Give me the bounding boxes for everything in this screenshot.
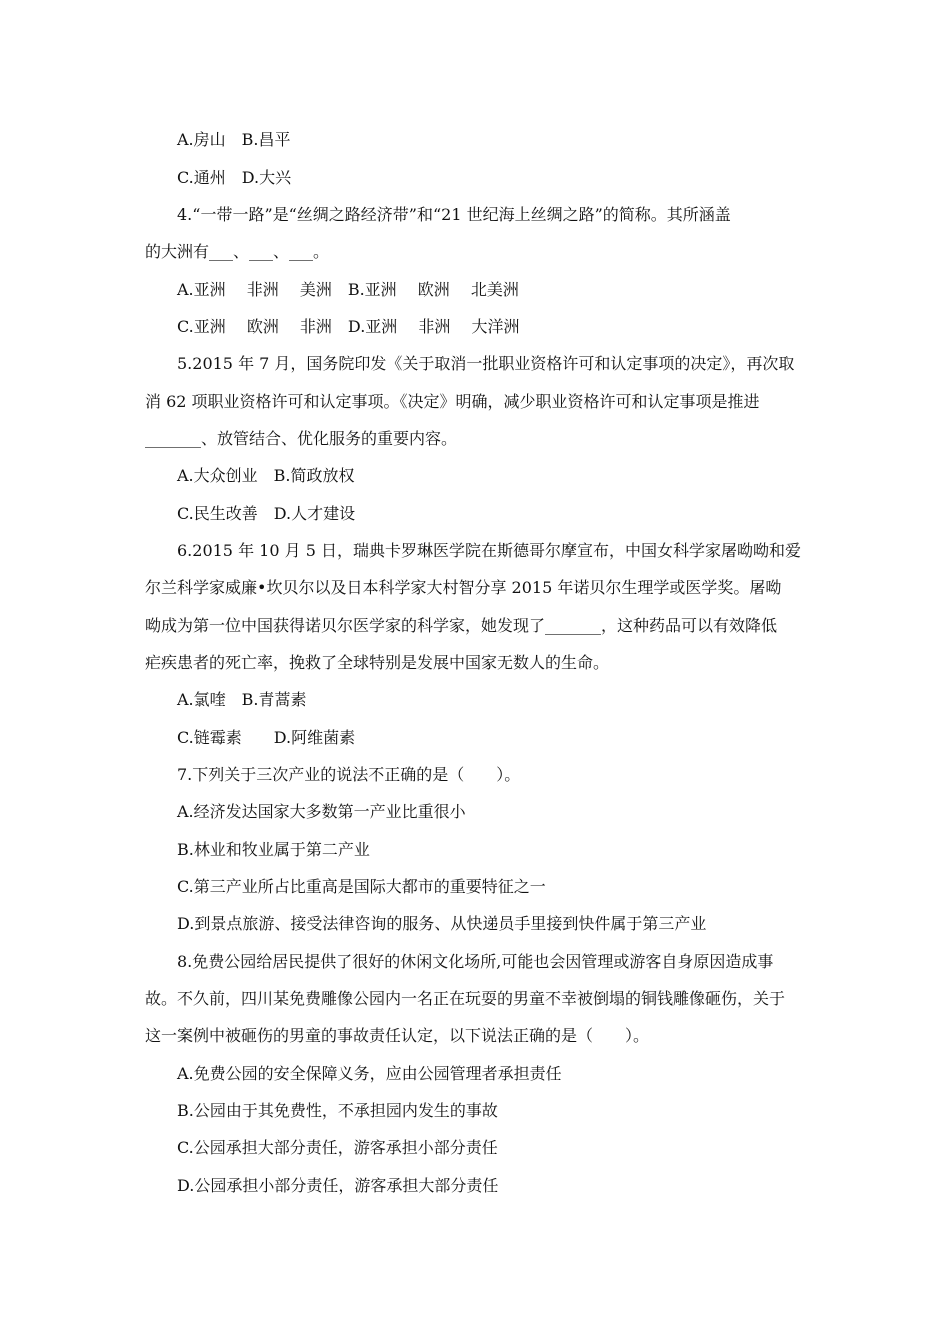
q5-text-line-2: 消 62 项职业资格许可和认定事项。《决定》明确，减少职业资格许可和认定事项是推进: [145, 392, 760, 411]
q4-options-ab: A.亚洲 非洲 美洲 B.亚洲 欧洲 北美洲: [177, 280, 519, 299]
q4-options-cd: C.亚洲 欧洲 非洲 D.亚洲 非洲 大洋洲: [177, 317, 520, 336]
q6-text-line-4: 疟疾患者的死亡率，挽救了全球特别是发展中国家无数人的生命。: [145, 653, 610, 672]
q5-text-line-1: 5.2015 年 7 月，国务院印发《关于取消一批职业资格许可和认定事项的决定》，再次取: [177, 354, 795, 373]
q7-text: 7.下列关于三次产业的说法不正确的是（ ）。: [177, 765, 521, 784]
q7-option-d: D.到景点旅游、接受法律咨询的服务、从快递员手里接到快件属于第三产业: [177, 914, 707, 933]
q4-text-line-1: 4.“一带一路”是“丝绸之路经济带”和“21 世纪海上丝绸之路”的简称。其所涵盖: [177, 205, 731, 224]
q8-text-line-1: 8.免费公园给居民提供了很好的休闲文化场所,可能也会因管理或游客自身原因造成事: [177, 952, 774, 971]
q6-text-line-3: 呦成为第一位中国获得诺贝尔医学家的科学家，她发现了_______，这种药品可以有效降低: [145, 616, 778, 635]
q7-option-c: C.第三产业所占比重高是国际大都市的重要特征之一: [177, 877, 546, 896]
q6-text-line-2: 尔兰科学家威廉•坎贝尔以及日本科学家大村智分享 2015 年诺贝尔生理学或医学奖。屠呦: [145, 578, 782, 597]
q3-options-cd: C.通州 D.大兴: [177, 168, 292, 187]
q5-options-ab: A.大众创业 B.简政放权: [177, 466, 355, 485]
q5-text-line-3: _______、放管结合、优化服务的重要内容。: [145, 429, 458, 448]
q6-text-line-1: 6.2015 年 10 月 5 日，瑞典卡罗琳医学院在斯德哥尔摩宣布，中国女科学家屠呦呦和爱: [177, 541, 801, 560]
q8-text-line-2: 故。不久前，四川某免费雕像公园内一名正在玩耍的男童不幸被倒塌的铜钱雕像砸伤，关于: [145, 989, 786, 1008]
q5-options-cd: C.民生改善 D.人才建设: [177, 504, 356, 523]
q3-options-ab: A.房山 B.昌平: [177, 130, 291, 149]
q4-text-line-2: 的大洲有___、___、___。: [145, 242, 330, 261]
q8-option-a: A.免费公园的安全保障义务，应由公园管理者承担责任: [177, 1064, 562, 1083]
q8-option-b: B.公园由于其免费性，不承担园内发生的事故: [177, 1101, 498, 1120]
q8-text-line-3: 这一案例中被砸伤的男童的事故责任认定，以下说法正确的是（ ）。: [145, 1026, 650, 1045]
q8-option-d: D.公园承担小部分责任，游客承担大部分责任: [177, 1176, 499, 1195]
q7-option-b: B.林业和牧业属于第二产业: [177, 840, 370, 859]
q6-options-ab: A.氯喹 B.青蒿素: [177, 690, 307, 709]
q7-option-a: A.经济发达国家大多数第一产业比重很小: [177, 802, 466, 821]
q6-options-cd: C.链霉素 D.阿维菌素: [177, 728, 356, 747]
q8-option-c: C.公园承担大部分责任，游客承担小部分责任: [177, 1138, 498, 1157]
